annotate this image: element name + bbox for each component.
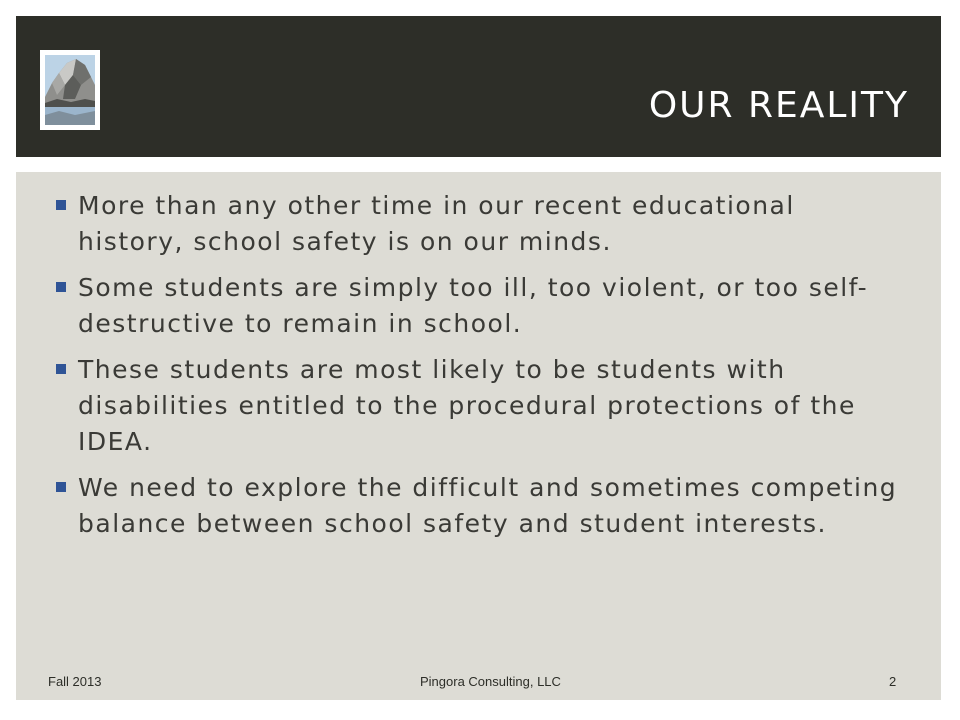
bullet-item [56, 470, 901, 542]
bullet-item [56, 270, 901, 342]
footer-page-number: 2 [889, 674, 897, 689]
bullet-text: These students are most likely to be students with disabilities entitled to the procedural protections of the IDEA. [78, 355, 856, 456]
slide-title: OUR REALITY [648, 85, 909, 126]
footer-date: Fall 2013 [48, 674, 102, 689]
footer-company: Pingora Consulting, LLC [420, 674, 561, 689]
mountain-rock-logo-icon [45, 55, 95, 125]
bullet-item [56, 188, 901, 260]
square-bullet-icon [56, 282, 66, 292]
square-bullet-icon [56, 200, 66, 210]
logo [40, 50, 100, 130]
bullet-text: Some students are simply too ill, too violent, or too self-destructive to remain in school. [78, 273, 869, 338]
bullet-text: We need to explore the difficult and sometimes competing balance between school safety and student interests. [78, 473, 898, 538]
bullet-item [56, 352, 901, 460]
square-bullet-icon [56, 482, 66, 492]
bullet-list [56, 188, 901, 552]
title-bar [16, 16, 941, 157]
content-panel [16, 172, 941, 700]
bullet-text: More than any other time in our recent educational history, school safety is on our minds. [78, 191, 795, 256]
square-bullet-icon [56, 364, 66, 374]
